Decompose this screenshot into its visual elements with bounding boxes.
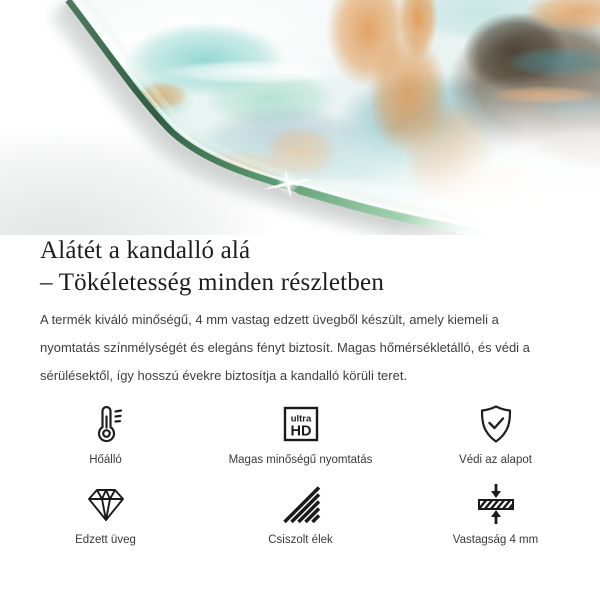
feature-thickness (398, 482, 593, 562)
ultra-hd-icon-text-small: ultra (290, 413, 311, 425)
feature-label: Hőálló (89, 454, 122, 466)
feature-label: Magas minőségű nyomtatás (228, 454, 373, 466)
feature-protects-base (398, 402, 593, 482)
feature-polished-edges (203, 482, 398, 562)
feature-label: Edzett üveg (75, 534, 136, 546)
product-photo (0, 0, 600, 235)
diamond-icon (84, 482, 128, 526)
page-title (40, 235, 560, 299)
shield-check-icon (474, 402, 518, 446)
product-info-section (0, 235, 600, 390)
polished-edges-icon (279, 482, 323, 526)
features-grid (8, 402, 600, 562)
product-description: A termék kiváló minőségű, 4 mm vastag edzett üvegből készült, amely kiemeli a nyomtatás színmélységét és elegáns fényt biztosít. Magas hőmérsékletálló, és védi a sérülésektől, így hosszú évekre biztosítja a kandalló körüli teret. (40, 312, 530, 383)
thermometer-icon (84, 402, 128, 446)
feature-heat-resistant (8, 402, 203, 482)
feature-label: Vastagság 4 mm (452, 534, 539, 546)
glass-mat-image (0, 0, 600, 235)
ultra-hd-icon (279, 402, 323, 446)
ultra-hd-icon-text-big: HD (290, 423, 311, 440)
thickness-icon (474, 482, 518, 526)
feature-tempered-glass (8, 482, 203, 562)
feature-ultra-hd-print (203, 402, 398, 482)
feature-label: Csiszolt élek (268, 534, 333, 546)
title-line-1: Alátét a kandalló alá (40, 237, 251, 264)
title-line-2: – Tökéletesség minden részletben (40, 269, 385, 296)
feature-label: Védi az alapot (459, 454, 532, 466)
